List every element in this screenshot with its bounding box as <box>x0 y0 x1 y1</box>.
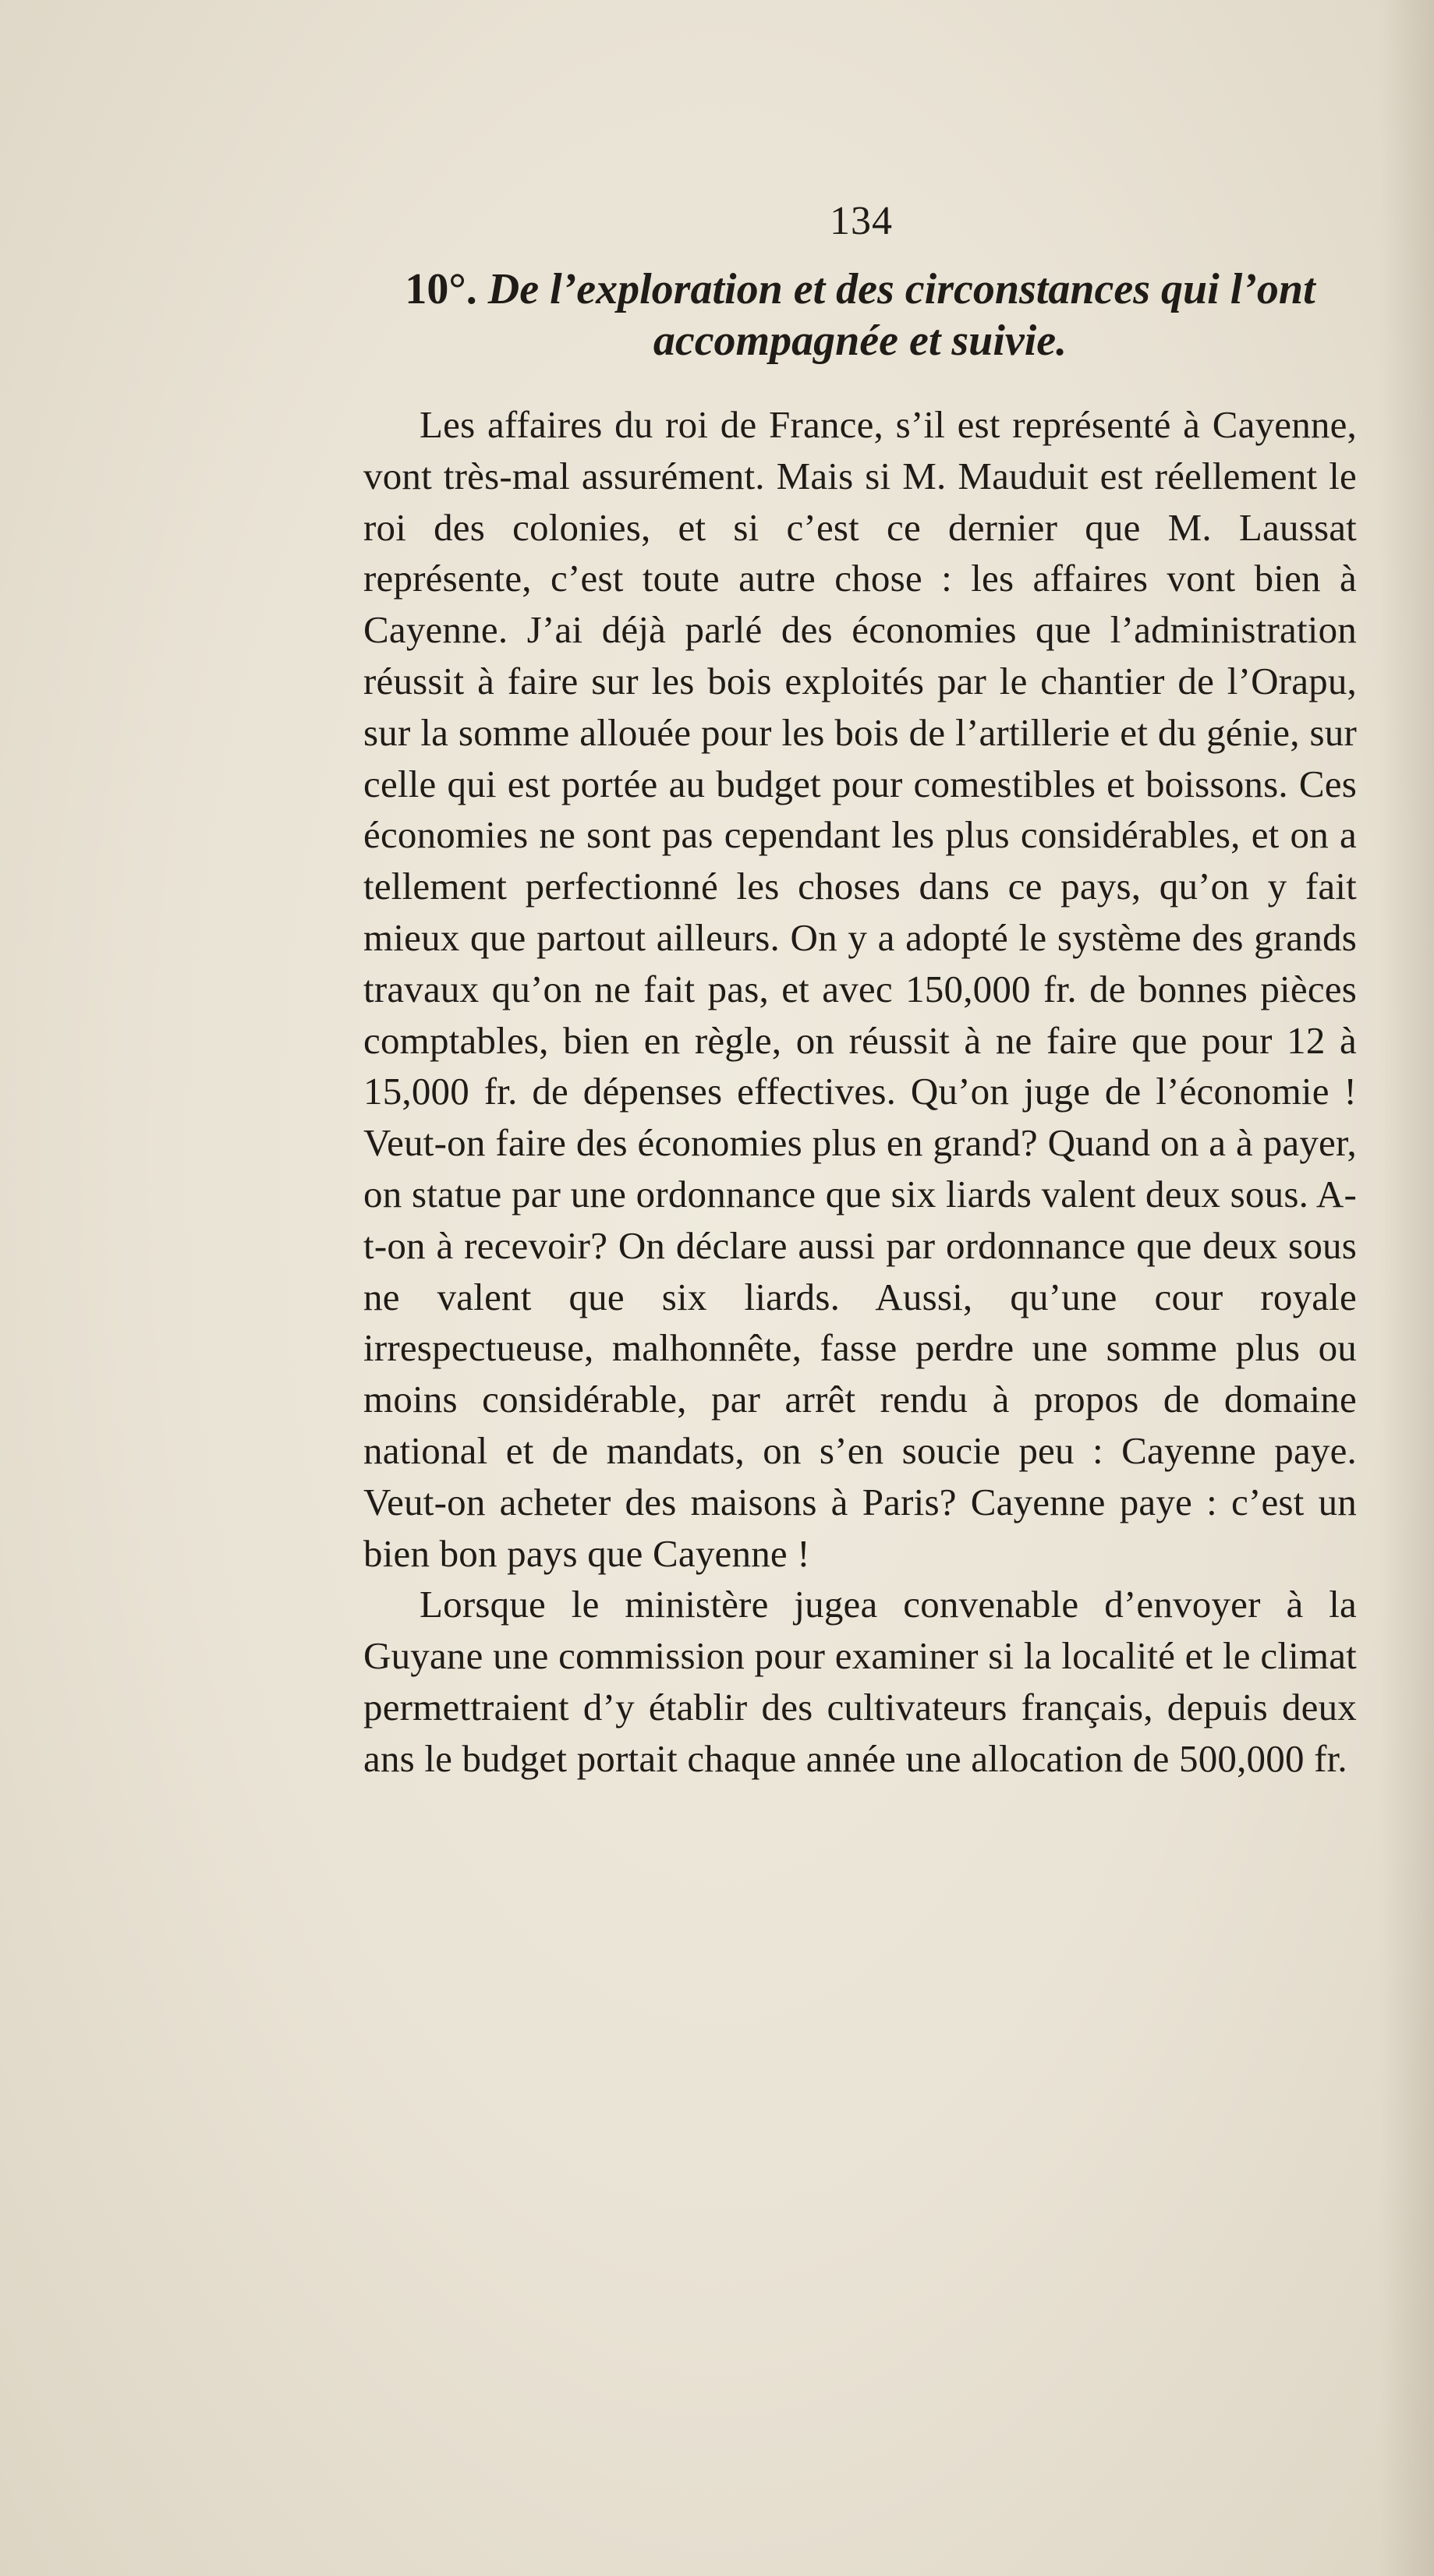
section-number: 10°. <box>405 265 477 313</box>
paragraph-2: Lorsque le ministère jugea convenable d’envoyer à la Guyane une commission pour examiner si la localité et le climat permettraient d’y établir des cultivateurs français, depuis deux ans le budget portait chaque année une allocation de 500,000 fr. <box>363 1583 1357 1780</box>
paragraph-1: Les affaires du roi de France, s’il est représenté à Cayenne, vont très-mal assurément. Mais si M. Mauduit est réellement le roi des colonies, et si c’est ce dernier que M. Laussat représente, c’est toute autre chose : les affaires vont bien à Cayenne. J’ai déjà parlé des économies que l’administration réussit à faire sur les bois exploités par le chantier de l’Orapu, sur la somme allouée pour les bois de l’artillerie et du génie, sur celle qui est portée au budget pour comestibles et boissons. Ces économies ne sont pas cependant les plus considérables, et on a tellement perfectionné les choses dans ce pays, qu’on y fait mieux que partout ailleurs. On y a adopté le système des grands travaux qu’on ne fait pas, et avec 150,000 fr. de bonnes pièces comptables, bien en règle, on réussit à ne faire que pour 12 à 15,000 fr. de dépenses effectives. Qu’on juge de l’économie ! Veut-on faire des économies plus en grand? Quand on a à payer, on statue par une ordonnance que six liards valent deux sous. A-t-on à recevoir? On déclare aussi par ordonnance que deux sous ne valent que six liards. Aussi, qu’une cour royale irrespectueuse, malhonnête, fasse perdre une somme plus ou moins considérable, par arrêt rendu à propos de domaine national et de mandats, on s’en soucie peu : Cayenne paye. Veut-on acheter des maisons à Paris? Cayenne paye : c’est un bien bon pays que Cayenne ! <box>363 403 1357 1575</box>
page-edge-shadow <box>1379 0 1434 2576</box>
section-title: De l’exploration et des circonstances qui l’ont accompagnée et suivie. <box>487 265 1315 365</box>
section-heading <box>363 264 1357 366</box>
page-number: 134 <box>830 199 893 243</box>
text-block <box>363 264 1357 1785</box>
